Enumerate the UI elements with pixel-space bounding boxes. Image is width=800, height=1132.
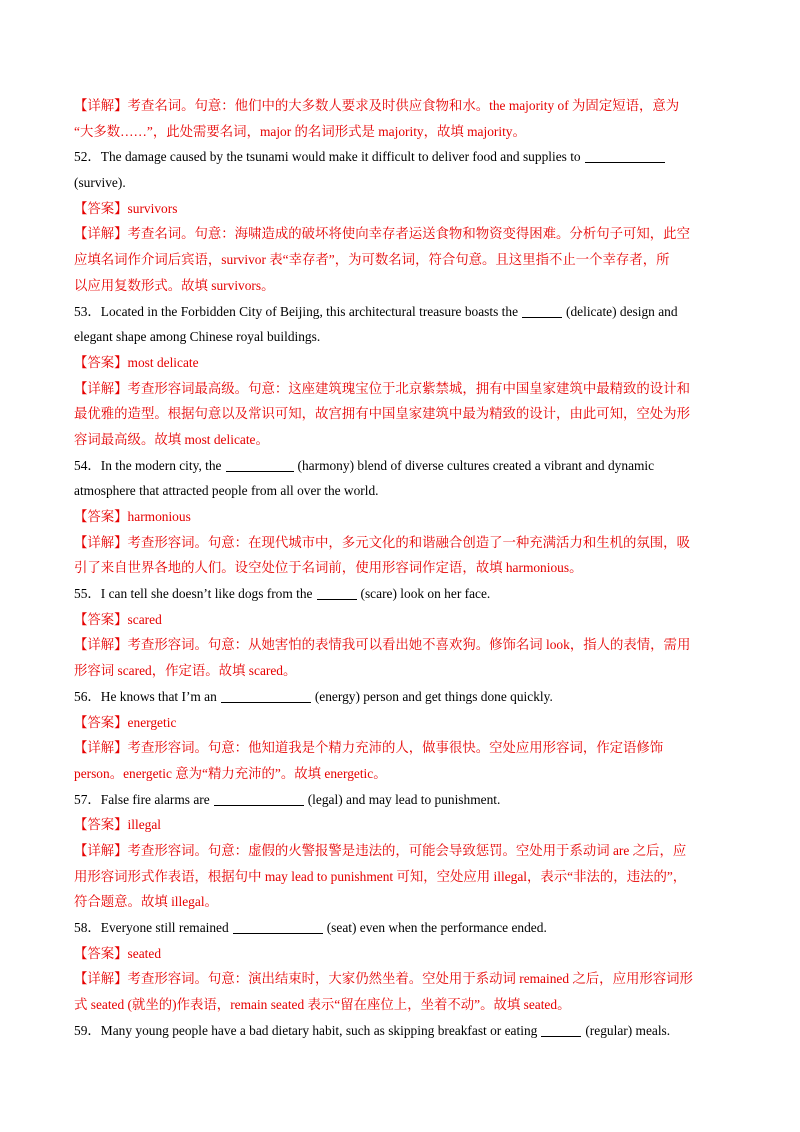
question-text-after: (energy) person and get things done quickly. (314, 688, 553, 704)
question-text-after: (delicate) design and (566, 303, 678, 319)
question-continuation: atmosphere that attracted people from all over the world. (74, 483, 379, 499)
explanation-line: 【详解】考查形容词。句意：演出结束时，大家仍然坐着。空处用于系动词 remained 之后，应用形容词形 (74, 971, 693, 987)
explanation-line: 【详解】考查形容词。句意：在现代城市中，多元文化的和谐融合创造了一种充满活力和生机的氛围，吸 (74, 534, 690, 550)
question-line (74, 684, 726, 710)
question-text: 57．False fire alarms are (74, 791, 210, 807)
explanation-line: 【详解】考查名词。句意：海啸造成的破坏将使向幸存者运送食物和物资变得困难。分析句子可知，此空 (74, 226, 690, 242)
question-line (74, 581, 726, 607)
explanation-line: 【详解】考查名词。句意：他们中的大多数人要求及时供应食物和水。the majority of 为固定短语，意为 (74, 98, 680, 113)
question-text-after: (seat) even when the performance ended. (326, 920, 547, 935)
question-line (74, 144, 726, 170)
explanation-line: “大多数……”，此处需要名词，major 的名词形式是 majority，故填 majority。 (74, 123, 526, 139)
question-text-after: (harmony) blend of diverse cultures created a vibrant and dynamic (297, 457, 655, 473)
answer-blank (233, 918, 323, 934)
question-line (74, 787, 726, 813)
answer-blank (226, 456, 294, 472)
answer-blank (541, 1021, 581, 1037)
answer-line: 【答案】most delicate (74, 354, 199, 370)
explanation-line: 式 seated (就坐的)作表语，remain seated 表示“留在座位上，坐着不动”。故填 seated。 (74, 997, 571, 1013)
explanation-line: 【详解】考查形容词。句意：他知道我是个精力充沛的人，做事很快。空处应用形容词，作定语修饰 (74, 740, 664, 756)
question-text: 53．Located in the Forbidden City of Beijing, this architectural treasure boasts the (74, 303, 519, 319)
answer-line: 【答案】energetic (74, 714, 177, 730)
answer-blank (214, 790, 304, 806)
question-text-after: (legal) and may lead to punishment. (307, 791, 501, 807)
answer-line: 【答案】harmonious (74, 509, 191, 524)
question-continuation: elegant shape among Chinese royal buildings. (74, 329, 321, 345)
question-line (74, 1018, 726, 1044)
question-text-after: (regular) meals. (585, 1022, 671, 1038)
question-text: 54．In the modern city, the (74, 457, 222, 473)
answer-blank (522, 302, 562, 318)
explanation-line: 符合题意。故填 illegal。 (74, 894, 218, 910)
question-text: 59．Many young people have a bad dietary habit, such as skipping breakfast or eating (74, 1022, 538, 1038)
explanation-line: 应填名词作介词后宾语，survivor 表“幸存者”，为可数名词，符合句意。且这里指不止一个幸存者，所 (74, 252, 670, 268)
explanation-line: 用形容词形式作表语，根据句中 may lead to punishment 可知，空处应用 illegal，表示“非法的，违法的”， (74, 868, 687, 884)
explanation-line: 引了来自世界各地的人们。设空处位于名词前，使用形容词作定语，故填 harmonious。 (74, 560, 583, 576)
explanation-line: person。energetic 意为“精力充沛的”。故填 energetic。 (74, 765, 387, 781)
answer-line: 【答案】scared (74, 611, 162, 627)
answer-blank (221, 687, 311, 703)
answer-line: 【答案】illegal (74, 817, 162, 833)
exercise-content (74, 93, 726, 1043)
question-line (74, 453, 726, 479)
explanation-line: 【详解】考查形容词。句意：从她害怕的表情我可以看出她不喜欢狗。修饰名词 look，指人的表情，需用 (74, 637, 691, 653)
question-text: 56．He knows that I’m an (74, 688, 217, 704)
question-continuation: (survive). (74, 175, 126, 191)
answer-line: 【答案】seated (74, 945, 162, 961)
explanation-line: 最优雅的造型。根据句意以及常识可知，故宫拥有中国皇家建筑中最为精致的设计，由此可知，空处为形 (74, 406, 690, 422)
question-line (74, 915, 726, 941)
explanation-line: 形容词 scared，作定语。故填 scared。 (74, 663, 297, 679)
answer-blank (317, 584, 357, 600)
question-text: 58．Everyone still remained (74, 920, 229, 935)
answer-line: 【答案】survivors (74, 200, 178, 216)
explanation-line: 【详解】考查形容词。句意：虚假的火警报警是违法的，可能会导致惩罚。空处用于系动词 are 之后，应 (74, 842, 687, 858)
explanation-line: 以应用复数形式。故填 survivors。 (74, 277, 275, 293)
question-text: 55．I can tell she doesn’t like dogs from the (74, 586, 313, 602)
answer-blank (585, 147, 665, 163)
explanation-line: 容词最高级。故填 most delicate。 (74, 431, 269, 447)
question-line (74, 299, 726, 325)
question-text-after: (scare) look on her face. (360, 586, 491, 602)
explanation-line: 【详解】考查形容词最高级。句意：这座建筑瑰宝位于北京紫禁城，拥有中国皇家建筑中最精致的设计和 (74, 380, 690, 396)
question-text: 52．The damage caused by the tsunami would make it difficult to deliver food and supplies to (74, 149, 581, 165)
